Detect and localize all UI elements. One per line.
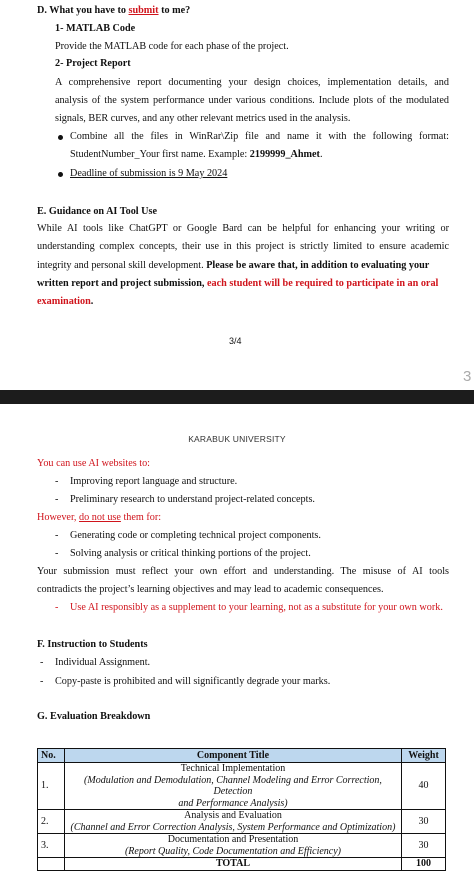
row-no: 2. <box>38 810 65 834</box>
row-component <box>64 763 401 810</box>
instruction-item: Copy-paste is prohibited and will significantly degrade your marks. <box>55 676 331 687</box>
forbidden-use-item: Generating code or completing technical project components. <box>70 530 321 541</box>
bullet-dot <box>58 172 63 177</box>
dash-marker: - <box>40 676 44 687</box>
ai-guidance-line-5: examination. <box>37 296 94 307</box>
report-line-3: signals, BER curves, and any other relevant metrics used in the analysis. <box>55 113 351 124</box>
table-row <box>38 763 446 810</box>
report-line-2: analysis of the system performance under various conditions. Include plots of the modulated <box>55 95 449 106</box>
report-line-1: A comprehensive report documenting your design choices, implementation details, and <box>55 77 449 88</box>
filename-instruction-line-1: Combine all the files in WinRar\Zip file and name it with the following format: <box>70 131 449 142</box>
page-separator <box>0 390 474 404</box>
row-no: 1. <box>38 763 65 810</box>
dash-marker: - <box>40 657 44 668</box>
item-matlab-code-body: Provide the MATLAB code for each phase of the project. <box>55 41 289 52</box>
table-row <box>38 834 446 858</box>
dash-marker: - <box>55 602 59 613</box>
deadline-text: Deadline of submission is 9 May 2024 <box>70 168 228 179</box>
ai-guidance-line-1: While AI tools like ChatGPT or Google Bard can be helpful for enhancing your writing or <box>37 223 449 234</box>
document-page-3 <box>0 0 474 390</box>
section-e-heading: E. Guidance on AI Tool Use <box>37 206 158 217</box>
component-detail: (Report Quality, Code Documentation and Efficiency) <box>124 845 342 857</box>
ai-guidance-line-3: integrity and personal skill development. Please be aware that, in addition to evaluating your <box>37 260 430 271</box>
row-no: 3. <box>38 834 65 858</box>
row-component <box>64 810 401 834</box>
oral-exam-warning: each student will be required to participate in an oral <box>206 278 439 289</box>
filename-example: 2199999_Ahmet <box>249 149 320 160</box>
table-row <box>38 810 446 834</box>
allowed-use-item: Preliminary research to understand project-related concepts. <box>70 494 315 505</box>
misuse-line-1: Your submission must reflect your own effort and understanding. The misuse of AI tools <box>37 566 449 577</box>
row-component <box>64 834 401 858</box>
table-header-row <box>38 749 446 763</box>
component-detail: and Performance Analysis) <box>178 797 288 809</box>
instruction-item: Individual Assignment. <box>55 657 151 668</box>
total-label: TOTAL <box>64 858 401 871</box>
allowed-uses-heading: You can use AI websites to: <box>37 458 151 469</box>
forbidden-uses-heading: However, do not use them for: <box>37 512 162 523</box>
allowed-use-item: Improving report language and structure. <box>70 476 238 487</box>
column-header-component: Component Title <box>64 749 401 763</box>
component-title: Technical Implementation <box>180 763 286 774</box>
column-header-no: No. <box>38 749 65 763</box>
row-weight: 30 <box>402 834 446 858</box>
row-weight: 30 <box>402 810 446 834</box>
dash-marker: - <box>55 476 59 487</box>
row-weight: 40 <box>402 763 446 810</box>
component-detail: (Channel and Error Correction Analysis, System Performance and Optimization) <box>70 821 396 833</box>
document-page-4 <box>0 404 474 869</box>
component-title: Analysis and Evaluation <box>184 810 282 821</box>
section-d-heading: D. What you have to submit to me? <box>37 5 191 16</box>
ai-guidance-line-4: written report and project submission, each student will be required to participate in an oral <box>37 278 439 289</box>
dash-marker: - <box>55 548 59 559</box>
bullet-dot <box>58 135 63 140</box>
table-total-row <box>38 858 446 871</box>
filename-instruction-line-2: StudentNumber_Your first name. Example: 2199999_Ahmet. <box>70 149 323 160</box>
section-f-heading: F. Instruction to Students <box>37 639 148 650</box>
dash-marker: - <box>55 494 59 505</box>
page-header-university: KARABUK UNIVERSITY <box>188 434 286 444</box>
ai-guidance-line-2: understanding complex concepts, their use in this project is strictly limited to ensure academic <box>37 241 449 252</box>
page-number: 3/4 <box>229 336 242 346</box>
dash-marker: - <box>55 530 59 541</box>
forbidden-use-item: Solving analysis or critical thinking portions of the project. <box>70 548 311 559</box>
component-detail: (Modulation and Demodulation, Channel Modeling and Error Correction, Detection <box>84 774 382 797</box>
submit-link-text: submit <box>128 5 159 16</box>
item-matlab-code-title: 1- MATLAB Code <box>55 23 136 34</box>
total-empty-cell <box>38 858 65 871</box>
responsible-use-note: Use AI responsibly as a supplement to your learning, not as a substitute for your own work. <box>70 602 443 613</box>
viewer-page-indicator: 3 <box>463 368 472 385</box>
section-g-heading: G. Evaluation Breakdown <box>37 711 151 722</box>
misuse-line-2: contradicts the project’s learning objectives and may lead to academic consequences. <box>37 584 384 595</box>
item-project-report-title: 2- Project Report <box>55 58 131 69</box>
column-header-weight: Weight <box>402 749 446 763</box>
total-value: 100 <box>402 858 446 871</box>
component-title: Documentation and Presentation <box>167 834 299 845</box>
evaluation-table <box>37 748 446 871</box>
